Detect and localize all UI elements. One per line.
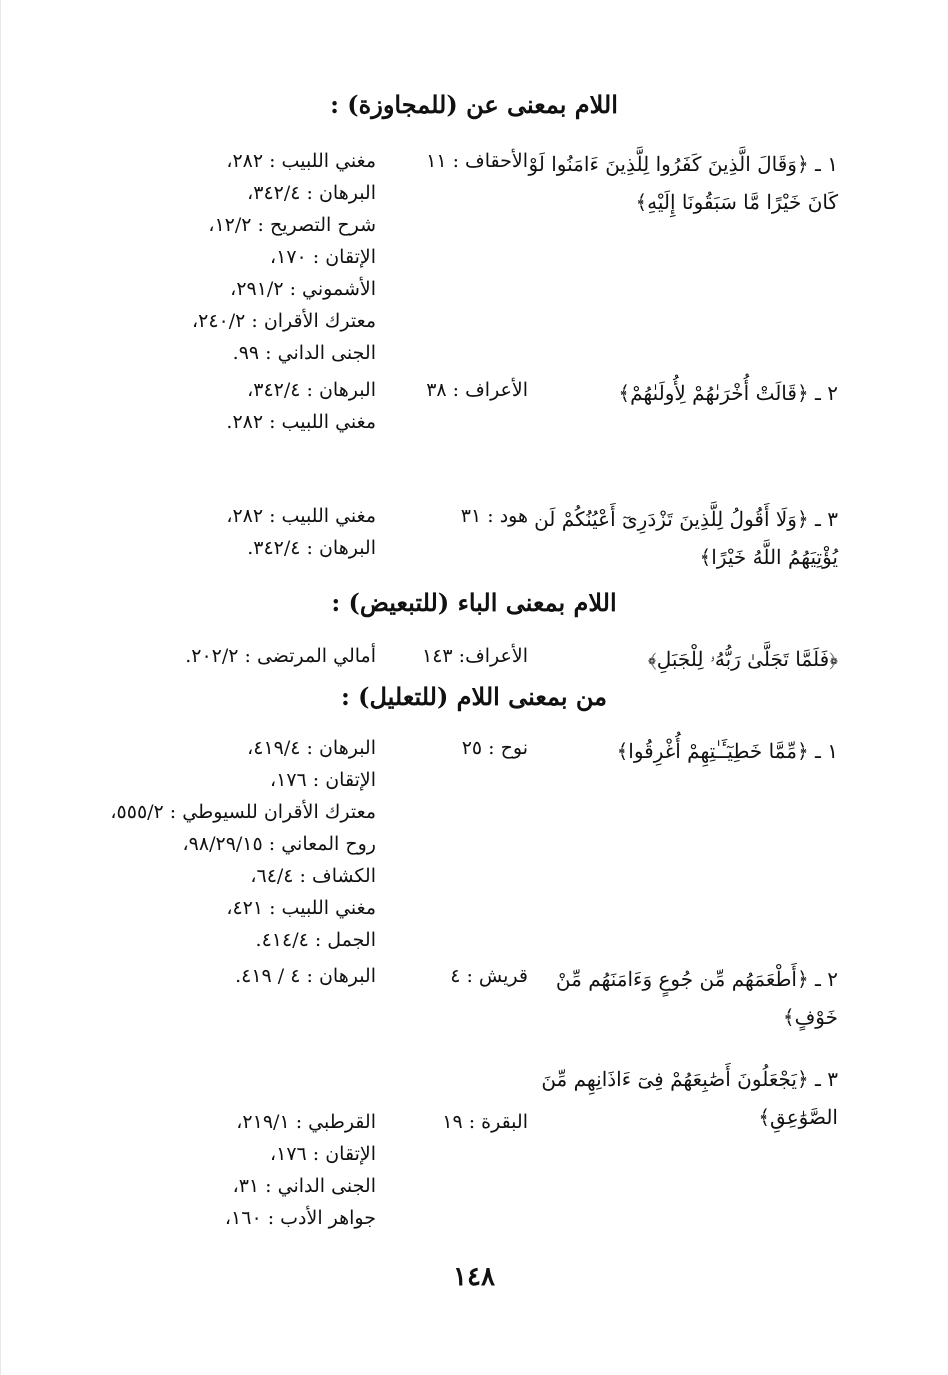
- reference: الجنى الداني : ٣١،: [232, 1175, 376, 1197]
- section-title-taleel: من بمعنى اللام (للتعليل) :: [340, 682, 608, 711]
- verse-source: الأحقاف : ١١: [426, 150, 528, 172]
- verse-source: نوح : ٢٥: [461, 737, 528, 759]
- verse-text: ٢ ـ ﴿أَطْعَمَهُم مِّن جُوعٍ وَءَامَنَهُم مِّنْ خَوْفٍ﴾: [555, 967, 838, 1029]
- reference: البرهان : ٣٤٢/٤،: [247, 379, 376, 401]
- reference: مغني اللبيب : ٢٨٢،: [226, 505, 376, 527]
- reference: معترك الأقران : ٢٤٠/٢،: [191, 310, 376, 332]
- reference-list: [56, 640, 376, 672]
- page-number: ١٤٨: [453, 1262, 495, 1292]
- reference: البرهان : ٣٤٢/٤،: [247, 182, 376, 204]
- reference: القرطبي : ٢١٩/١،: [236, 1111, 376, 1133]
- section-title-mujawaza: اللام بمعنى عن (للمجاوزة) :: [330, 90, 618, 119]
- verse-source: الأعراف: ١٤٣: [422, 645, 528, 667]
- verse-text: ١ ـ ﴿وَقَالَ الَّذِينَ كَفَرُوا لِلَّذِينَ ءَامَنُوا لَوْ كَانَ خَيْرًا مَّا سَبَقُونَا إِلَيْهِ﴾: [528, 152, 838, 214]
- reference: الإتقان : ١٧٦،: [269, 1143, 376, 1165]
- reference: الجمل : ٤١٤/٤.: [255, 929, 376, 951]
- reference-list: [56, 1106, 376, 1234]
- verse-source: الأعراف : ٣٨: [426, 379, 528, 401]
- reference: الجنى الداني : ٩٩.: [232, 342, 376, 364]
- reference: البرهان : ٣٤٢/٤.: [247, 537, 376, 559]
- verse-text: ﴿فَلَمَّا تَجَلَّىٰ رَبُّهُۥ لِلْجَبَلِ﴾: [647, 647, 838, 671]
- reference: الأشموني : ٢٩١/٢،: [230, 278, 376, 300]
- reference: البرهان : ٤ / ٤١٩.: [235, 965, 376, 987]
- reference: جواهر الأدب : ١٦٠،: [224, 1207, 376, 1229]
- reference-list: [56, 732, 376, 956]
- verse-text: ١ ـ ﴿مِّمَّا خَطِيٓـَٔـٰتِهِمْ أُغْرِقُوا﴾: [616, 739, 838, 763]
- reference: شرح التصريح : ١٢/٢،: [208, 214, 376, 236]
- verse-source: قريش : ٤: [450, 965, 528, 987]
- verse-text: ٣ ـ ﴿يَجْعَلُونَ أَصَٰبِعَهُمْ فِىٓ ءَاذَانِهِم مِّنَ الصَّوَٰعِقِ﴾: [541, 1067, 838, 1129]
- reference: مغني اللبيب : ٢٨٢.: [226, 411, 376, 433]
- reference: الإتقان : ١٧٦،: [269, 769, 376, 791]
- reference: البرهان : ٤١٩/٤،: [247, 737, 376, 759]
- reference: الإتقان : ١٧٠،: [269, 246, 376, 268]
- reference: أمالي المرتضى : ٢٠٢/٢.: [185, 645, 376, 667]
- verse-source: البقرة : ١٩: [442, 1111, 528, 1133]
- reference: مغني اللبيب : ٢٨٢،: [226, 150, 376, 172]
- reference: الكشاف : ٦٤/٤،: [250, 865, 376, 887]
- reference-list: [56, 500, 376, 564]
- verse-text: ٣ ـ ﴿وَلَا أَقُولُ لِلَّذِينَ تَزْدَرِىٓ أَعْيُنُكُمْ لَن يُؤْتِيَهُمُ اللَّهُ خَيْرًا﴾: [534, 507, 838, 569]
- verse-text: ٢ ـ ﴿قَالَتْ أُخْرَىٰهُمْ لِأُولَىٰهُمْ﴾: [618, 381, 838, 405]
- reference: معترك الأقران للسيوطي : ٥٥٥/٢،: [110, 801, 376, 823]
- reference: مغني اللبيب : ٤٢١،: [226, 897, 376, 919]
- reference-list: [56, 145, 376, 369]
- section-title-tabeed: اللام بمعنى الباء (للتبعيض) :: [331, 588, 617, 617]
- reference-list: [56, 960, 376, 992]
- reference: روح المعاني : ٩٨/٢٩/١٥،: [182, 833, 376, 855]
- reference-list: [56, 374, 376, 438]
- verse-source: هود : ٣١: [460, 505, 528, 527]
